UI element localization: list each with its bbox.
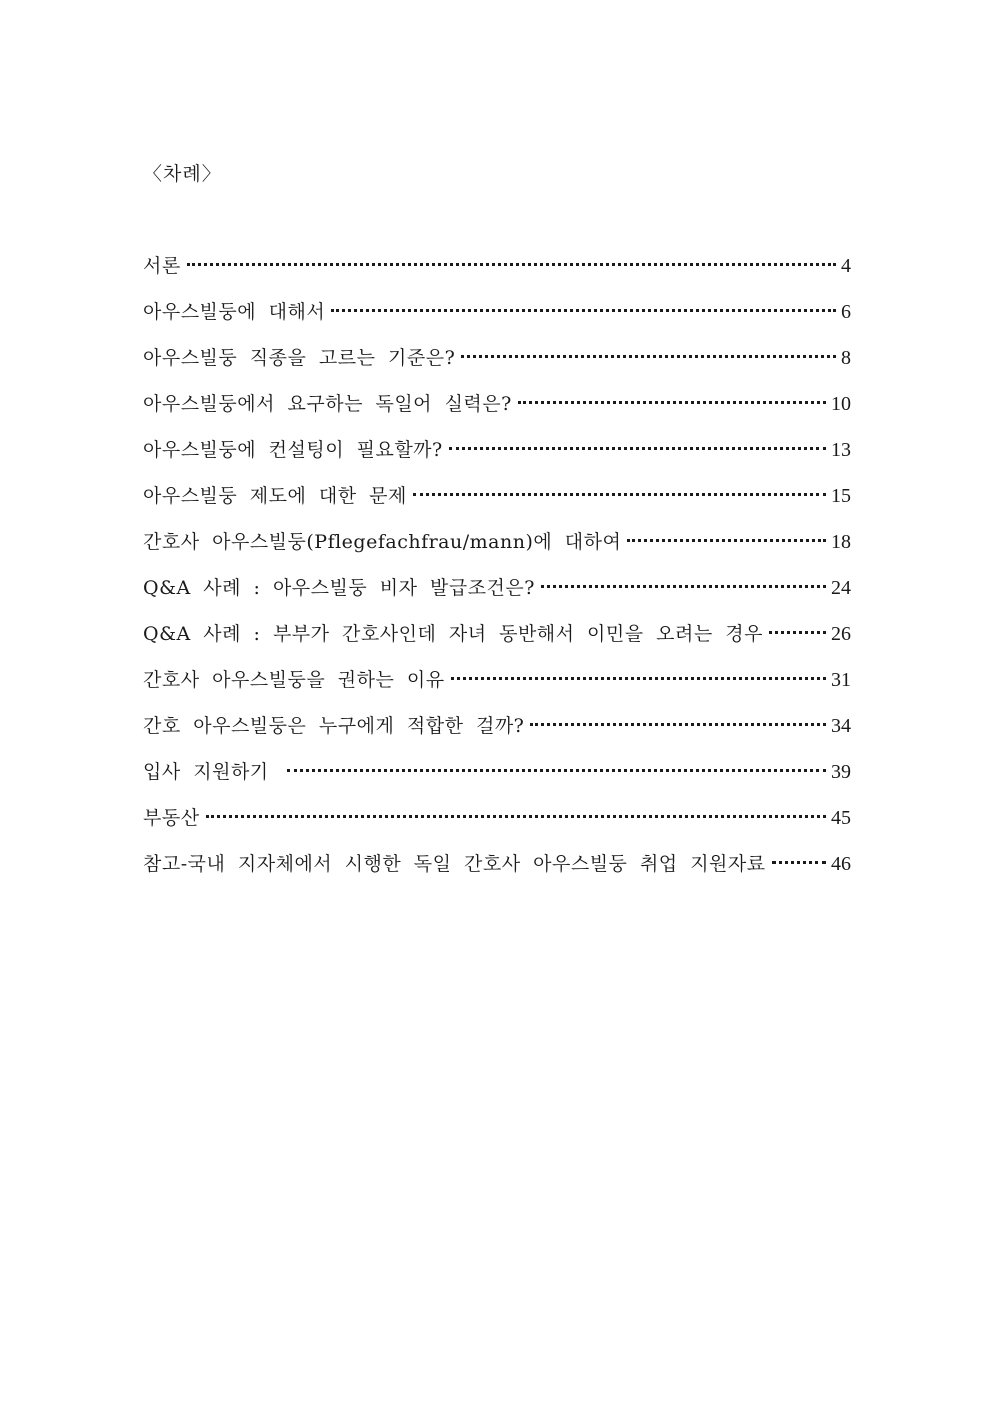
dot-leader xyxy=(530,723,826,726)
toc-entry[interactable] xyxy=(143,344,851,390)
dot-leader xyxy=(206,815,826,818)
toc-entry-title: 서론 xyxy=(143,255,181,277)
toc-entry-page: 4 xyxy=(841,255,851,277)
dot-leader xyxy=(461,355,836,358)
toc-entry-title: 부동산 xyxy=(143,807,200,829)
toc-entry-title: 참고-국내 지자체에서 시행한 독일 간호사 아우스빌둥 취업 지원자료 xyxy=(143,853,766,875)
toc-entry-page: 24 xyxy=(831,577,851,599)
toc-entry-page: 6 xyxy=(841,301,851,323)
toc-entry-title: 아우스빌둥 제도에 대한 문제 xyxy=(143,485,407,507)
dot-leader xyxy=(187,263,836,266)
dot-leader xyxy=(449,447,826,450)
toc-entry-page: 34 xyxy=(831,715,851,737)
toc-entry-title: Q&A 사례 : 아우스빌둥 비자 발급조건은? xyxy=(143,577,535,599)
toc-entry-title: 아우스빌둥에 컨설팅이 필요할까? xyxy=(143,439,443,461)
toc-entry-title: 입사 지원하기 xyxy=(143,761,282,783)
toc-entry[interactable] xyxy=(143,758,851,804)
dot-leader xyxy=(627,539,826,542)
toc-entry-title: 아우스빌둥에서 요구하는 독일어 실력은? xyxy=(143,393,512,415)
toc-entry-page: 18 xyxy=(831,531,851,553)
toc-entry-page: 26 xyxy=(831,623,851,645)
toc-entry[interactable] xyxy=(143,574,851,620)
toc-entry-title: 아우스빌둥에 대해서 xyxy=(143,301,326,323)
dot-leader xyxy=(541,585,826,588)
table-of-contents xyxy=(143,252,851,896)
toc-entry-title: 간호사 아우스빌둥(Pflegefachfrau/mann)에 대하여 xyxy=(143,531,622,553)
toc-entry[interactable] xyxy=(143,620,851,666)
toc-entry-page: 13 xyxy=(831,439,851,461)
toc-entry[interactable] xyxy=(143,298,851,344)
toc-entry-page: 10 xyxy=(831,393,851,415)
dot-leader xyxy=(287,769,826,772)
dot-leader xyxy=(518,401,826,404)
toc-entry-page: 46 xyxy=(831,853,851,875)
toc-entry-title: Q&A 사례 : 부부가 간호사인데 자녀 동반해서 이민을 오려는 경우 xyxy=(143,623,763,645)
toc-entry-page: 39 xyxy=(831,761,851,783)
toc-heading: 〈차례〉 xyxy=(143,163,222,185)
dot-leader xyxy=(451,677,826,680)
toc-entry[interactable] xyxy=(143,252,851,298)
toc-entry[interactable] xyxy=(143,436,851,482)
toc-entry-title: 간호 아우스빌둥은 누구에게 적합한 걸까? xyxy=(143,715,525,737)
dot-leader xyxy=(769,631,826,634)
toc-entry-page: 8 xyxy=(841,347,851,369)
toc-entry-page: 31 xyxy=(831,669,851,691)
dot-leader xyxy=(772,861,826,864)
toc-entry[interactable] xyxy=(143,666,851,712)
dot-leader xyxy=(331,309,836,312)
toc-entry[interactable] xyxy=(143,390,851,436)
toc-entry-page: 15 xyxy=(831,485,851,507)
toc-entry[interactable] xyxy=(143,712,851,758)
toc-entry[interactable] xyxy=(143,804,851,850)
toc-entry[interactable] xyxy=(143,482,851,528)
toc-entry-page: 45 xyxy=(831,807,851,829)
toc-entry-title: 간호사 아우스빌둥을 권하는 이유 xyxy=(143,669,445,691)
dot-leader xyxy=(413,493,826,496)
toc-entry[interactable] xyxy=(143,850,851,896)
toc-entry-title: 아우스빌둥 직종을 고르는 기준은? xyxy=(143,347,456,369)
toc-entry[interactable] xyxy=(143,528,851,574)
